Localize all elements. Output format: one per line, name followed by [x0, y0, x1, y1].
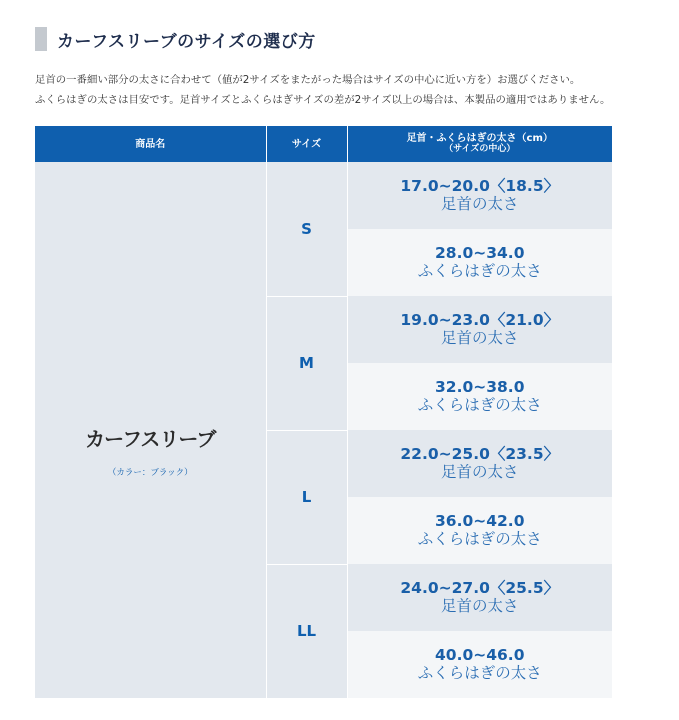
calf-range: 36.0~42.0 [435, 512, 525, 530]
intro-text [35, 70, 675, 110]
header-product: 商品名 [35, 126, 266, 162]
header-measurement [347, 126, 612, 162]
calf-range: 28.0~34.0 [435, 244, 525, 262]
ankle-label: 足首の太さ [440, 597, 519, 615]
product-name: カーフスリーブ [85, 426, 216, 451]
ankle-measurement [347, 162, 612, 229]
ankle-range: 19.0~23.0〈21.0〉 [400, 311, 560, 329]
ankle-measurement [347, 430, 612, 497]
intro-line-2: ふくらはぎの太さは目安です。足首サイズとふくらはぎサイズの差が2サイズ以上の場合は、本製品の適用ではありません。 [35, 94, 611, 106]
calf-range: 40.0~46.0 [435, 646, 525, 664]
calf-label: ふくらはぎの太さ [417, 262, 542, 280]
section-heading [35, 27, 316, 51]
size-label: L [266, 430, 347, 564]
calf-measurement [347, 497, 612, 564]
product-cell [35, 162, 266, 698]
page-title: カーフスリーブのサイズの選び方 [57, 31, 316, 52]
ankle-label: 足首の太さ [440, 463, 519, 481]
table-header-row [35, 126, 612, 162]
table-row [35, 162, 612, 229]
ankle-measurement [347, 296, 612, 363]
calf-measurement [347, 229, 612, 296]
header-measurement-sub: （サイズの中心） [444, 144, 516, 154]
ankle-range: 17.0~20.0〈18.5〉 [400, 177, 560, 195]
ankle-range: 24.0~27.0〈25.5〉 [400, 579, 560, 597]
calf-measurement [347, 363, 612, 430]
size-label: LL [266, 564, 347, 698]
product-color: （カラー：ブラック） [107, 467, 193, 478]
ankle-label: 足首の太さ [440, 329, 519, 347]
intro-line-1: 足首の一番細い部分の太さに合わせて（値が2サイズをまたがった場合はサイズの中心に近い方を）お選びください。 [35, 74, 581, 86]
header-measurement-title: 足首・ふくらはぎの太さ（cm） [406, 133, 553, 144]
ankle-label: 足首の太さ [440, 195, 519, 213]
calf-label: ふくらはぎの太さ [417, 664, 542, 682]
size-label: M [266, 296, 347, 430]
heading-accent-bar [35, 27, 47, 51]
header-size: サイズ [266, 126, 347, 162]
size-chart-table [35, 126, 612, 699]
calf-measurement [347, 631, 612, 698]
calf-label: ふくらはぎの太さ [417, 396, 542, 414]
calf-label: ふくらはぎの太さ [417, 530, 542, 548]
size-label: S [266, 162, 347, 296]
ankle-measurement [347, 564, 612, 631]
calf-range: 32.0~38.0 [435, 378, 525, 396]
ankle-range: 22.0~25.0〈23.5〉 [400, 445, 560, 463]
